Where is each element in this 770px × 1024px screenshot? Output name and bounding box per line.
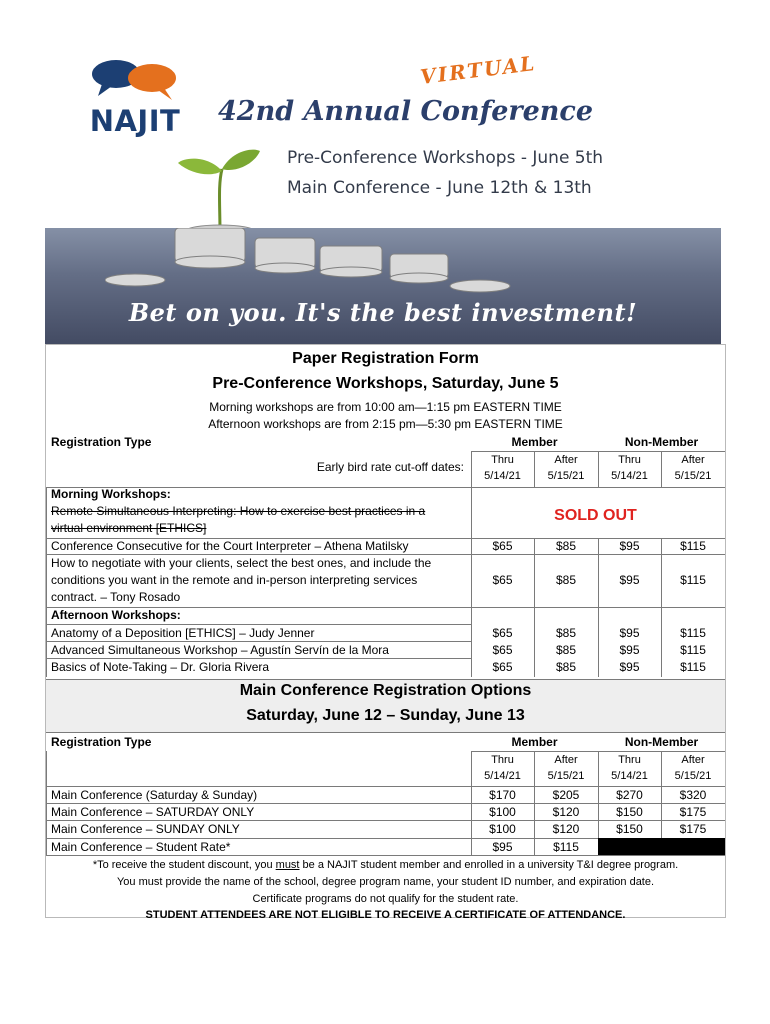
price-nonmember-after: $175	[679, 805, 707, 819]
price-member-after: $115	[553, 840, 579, 854]
main-member-header: Member	[511, 735, 558, 749]
virtual-label: VIRTUAL	[418, 50, 538, 90]
main-nonmember-thru-label: Thru 5/14/21	[611, 754, 648, 782]
price-nonmember-after: $115	[680, 660, 706, 674]
price-member-thru: $100	[489, 805, 516, 819]
main-member-after-label: After 5/15/21	[547, 754, 585, 782]
price-member-after: $120	[552, 822, 580, 836]
price-member-thru: $95	[492, 840, 513, 854]
main-nonmember-after-label: After 5/15/21	[674, 754, 712, 782]
note-taking-workshop: Basics of Note-Taking – Dr. Gloria Rivera	[51, 660, 270, 674]
price-member-thru: $100	[489, 822, 516, 836]
price-member-thru: $170	[489, 788, 516, 802]
speech-bubbles-icon	[80, 58, 190, 108]
price-member-after: $205	[552, 788, 580, 802]
price-nonmember-after: $115	[680, 626, 706, 640]
main-conference-title: Main Conference Registration Options	[239, 682, 532, 699]
main-conference-date: Main Conference - June 12th & 13th	[287, 178, 592, 198]
banner-image	[45, 228, 721, 344]
negotiate-workshop-line2: conditions you want in the remote and in-person interpreting services	[51, 573, 418, 587]
negotiate-workshop-line3: contract. – Tony Rosado	[51, 590, 181, 604]
price-member-thru: $65	[492, 626, 513, 640]
main-saturday-only: Main Conference – SATURDAY ONLY	[51, 805, 255, 819]
price-member-thru: $65	[492, 643, 513, 657]
price-nonmember-after: $115	[680, 643, 706, 657]
registration-type-header: Registration Type	[51, 435, 152, 449]
price-nonmember-after: $115	[680, 573, 706, 587]
student-nonmember-unavailable	[598, 838, 725, 855]
conference-title: 42nd Annual Conference	[218, 96, 594, 127]
price-nonmember-thru: $95	[619, 539, 640, 553]
price-member-after: $120	[552, 805, 580, 819]
morning-workshops-label: Morning Workshops:	[51, 487, 171, 501]
conference-header	[0, 0, 770, 345]
price-nonmember-thru: $270	[616, 788, 643, 802]
price-nonmember-thru: $95	[619, 660, 640, 674]
consecutive-workshop: Conference Consecutive for the Court Interpreter – Athena Matilsky	[51, 539, 409, 553]
nonmember-thru-label: Thru 5/14/21	[611, 454, 648, 482]
non-member-header: Non-Member	[624, 435, 699, 449]
afternoon-workshops-label: Afternoon Workshops:	[51, 608, 181, 622]
advanced-simultaneous-workshop: Advanced Simultaneous Workshop – Agustín Servín de la Mora	[51, 643, 389, 657]
registration-form	[45, 344, 726, 921]
price-member-after: $85	[555, 643, 577, 657]
price-member-after: $85	[555, 573, 577, 587]
price-nonmember-after: $320	[679, 788, 707, 802]
price-nonmember-after: $115	[680, 539, 706, 553]
tagline: Bet on you. It's the best investment!	[128, 298, 638, 327]
price-nonmember-after: $175	[679, 822, 707, 836]
main-member-thru-label: Thru 5/14/21	[484, 754, 521, 782]
price-member-after: $85	[555, 660, 577, 674]
early-bird-label: Early bird rate cut-off dates:	[316, 460, 464, 474]
coin-stacks-icon	[105, 228, 525, 298]
price-nonmember-thru: $150	[616, 822, 643, 836]
price-member-thru: $65	[492, 660, 513, 674]
sold-out-label: SOLD OUT	[554, 507, 637, 524]
price-nonmember-thru: $150	[616, 805, 643, 819]
form-subtitle: Pre-Conference Workshops, Saturday, June 5	[212, 375, 559, 392]
certificate-programs-note: Certificate programs do not qualify for the student rate.	[252, 893, 519, 905]
main-student-rate: Main Conference – Student Rate*	[51, 840, 231, 854]
price-member-after: $85	[555, 539, 577, 553]
remote-workshop-line2: virtual environment [ETHICS]	[51, 521, 207, 535]
member-after-label: After 5/15/21	[547, 454, 585, 482]
main-both-days: Main Conference (Saturday & Sunday)	[51, 788, 258, 802]
main-sunday-only: Main Conference – SUNDAY ONLY	[51, 822, 240, 836]
price-member-after: $85	[555, 626, 577, 640]
logo-text: NAJIT	[89, 104, 181, 138]
main-registration-type-header: Registration Type	[51, 735, 152, 749]
anatomy-workshop: Anatomy of a Deposition [ETHICS] – Judy Jenner	[51, 626, 315, 640]
member-header: Member	[511, 435, 558, 449]
sprout-icon	[160, 145, 280, 235]
student-discount-note: *To receive the student discount, you must be a NAJIT student member and enrolled in a university T&I degree program.	[92, 859, 679, 871]
main-non-member-header: Non-Member	[624, 735, 699, 749]
main-conference-subtitle: Saturday, June 12 – Sunday, June 13	[246, 707, 525, 724]
form-title: Paper Registration Form	[292, 350, 479, 367]
price-nonmember-thru: $95	[619, 573, 640, 587]
remote-workshop-line1: Remote Simultaneous Interpreting: How to exercise best practices in a	[51, 504, 426, 518]
price-nonmember-thru: $95	[619, 626, 640, 640]
member-thru-label: Thru 5/14/21	[484, 454, 521, 482]
main-conference-section-header	[46, 679, 725, 733]
afternoon-time-note: Afternoon workshops are from 2:15 pm—5:30 pm EASTERN TIME	[208, 417, 563, 431]
negotiate-workshop-line1: How to negotiate with your clients, select the best ones, and include the	[51, 556, 432, 570]
pre-conference-date: Pre-Conference Workshops - June 5th	[287, 148, 604, 168]
price-member-thru: $65	[492, 573, 513, 587]
price-member-thru: $65	[492, 539, 513, 553]
price-nonmember-thru: $95	[619, 643, 640, 657]
no-certificate-note: STUDENT ATTENDEES ARE NOT ELIGIBLE TO RECEIVE A CERTIFICATE OF ATTENDANCE.	[145, 909, 626, 921]
morning-time-note: Morning workshops are from 10:00 am—1:15 pm EASTERN TIME	[209, 400, 562, 414]
najit-logo	[80, 58, 190, 138]
nonmember-after-label: After 5/15/21	[674, 454, 712, 482]
student-documents-note: You must provide the name of the school, degree program name, your student ID number, and expiration date.	[116, 876, 655, 888]
